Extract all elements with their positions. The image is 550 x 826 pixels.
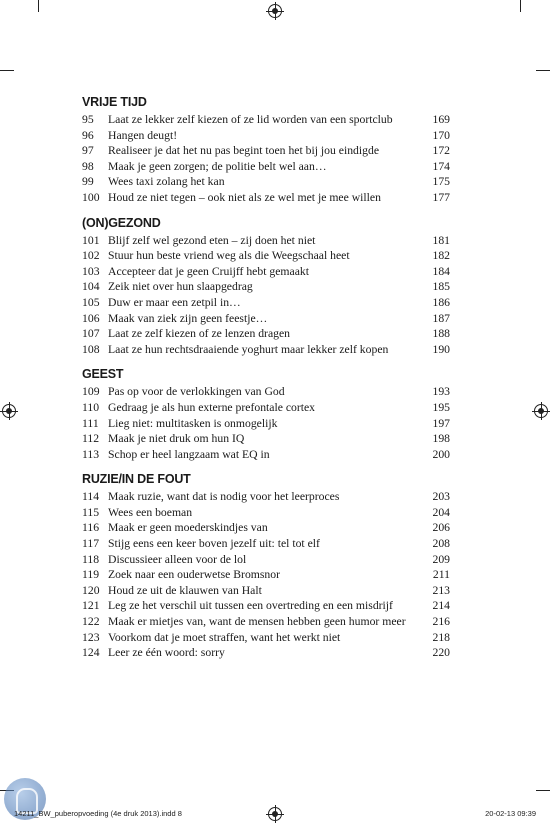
entry-page-number: 187 bbox=[432, 311, 450, 325]
entry-number: 103 bbox=[82, 264, 100, 278]
registration-mark-left bbox=[2, 404, 16, 418]
crop-mark-top-left-vertical bbox=[38, 0, 39, 12]
section-heading: VRIJE TIJD bbox=[82, 95, 147, 109]
entry-number: 95 bbox=[82, 113, 94, 126]
entry-page-number: 211 bbox=[432, 568, 450, 582]
entry-number: 101 bbox=[82, 233, 100, 247]
entry-page-number: 218 bbox=[432, 630, 450, 644]
entry-page-number: 216 bbox=[432, 615, 450, 629]
entry-page-number: 195 bbox=[432, 400, 450, 414]
entry-page-number: 177 bbox=[432, 190, 450, 204]
section-heading: GEEST bbox=[82, 367, 124, 382]
entry-number: 111 bbox=[82, 416, 99, 430]
entry-page-number: 169 bbox=[432, 113, 450, 126]
crop-mark-top-left bbox=[0, 70, 14, 71]
entry-page-number: 172 bbox=[432, 144, 450, 158]
entry-number: 112 bbox=[82, 432, 100, 446]
section-heading: (ON)GEZOND bbox=[82, 215, 161, 230]
registration-mark-right bbox=[534, 404, 548, 418]
toc-entry bbox=[82, 489, 450, 505]
entry-number: 123 bbox=[82, 630, 100, 644]
entry-title: Stuur hun beste vriend weg als die Weegschaal heet bbox=[108, 249, 350, 263]
entry-title: Duw er maar een zetpil in… bbox=[108, 295, 241, 309]
entry-title: Discussieer alleen voor de lol bbox=[108, 552, 247, 566]
entry-number: 119 bbox=[82, 568, 100, 582]
entry-number: 124 bbox=[82, 646, 100, 660]
entry-number: 106 bbox=[82, 311, 100, 325]
toc-section bbox=[82, 94, 450, 206]
toc-entry bbox=[82, 520, 450, 536]
table-of-contents bbox=[82, 94, 450, 670]
entry-number: 99 bbox=[82, 175, 94, 189]
entry-number: 113 bbox=[82, 447, 100, 461]
entry-number: 97 bbox=[82, 144, 94, 158]
toc-entry bbox=[82, 431, 450, 447]
toc-entry bbox=[82, 400, 450, 416]
indd-filename: 14211_BW_puberopvoeding (4e druk 2013).indd 8 bbox=[14, 809, 182, 818]
print-slug bbox=[0, 807, 550, 821]
entry-title: Houd ze uit de klauwen van Halt bbox=[108, 583, 262, 597]
toc-entry bbox=[82, 614, 450, 630]
entry-page-number: 185 bbox=[432, 280, 450, 294]
toc-entry bbox=[82, 384, 450, 400]
entry-title: Maak er geen moederskindjes van bbox=[108, 521, 268, 535]
entry-page-number: 181 bbox=[432, 233, 450, 247]
entry-title: Gedraag je als hun externe prefontale cortex bbox=[108, 400, 316, 414]
toc-entry bbox=[82, 248, 450, 264]
entry-title: Accepteer dat je geen Cruijff hebt gemaakt bbox=[108, 264, 309, 278]
entry-title: Hangen deugt! bbox=[108, 128, 178, 142]
section-heading: RUZIE/IN DE FOUT bbox=[82, 472, 191, 487]
toc-entry bbox=[82, 583, 450, 599]
entry-title: Leer ze één woord: sorry bbox=[108, 646, 225, 660]
entry-number: 96 bbox=[82, 128, 94, 142]
entry-page-number: 198 bbox=[432, 432, 450, 446]
entry-title: Maak je niet druk om hun IQ bbox=[108, 432, 245, 446]
toc-section bbox=[82, 366, 450, 462]
entry-title: Leg ze het verschil uit tussen een overtreding en een misdrijf bbox=[108, 599, 393, 613]
entry-title: Maak ruzie, want dat is nodig voor het leerproces bbox=[108, 490, 340, 504]
toc-entry bbox=[82, 311, 450, 327]
entry-page-number: 174 bbox=[432, 159, 450, 173]
entry-page-number: 203 bbox=[432, 490, 450, 504]
entry-title: Stijg eens een keer boven jezelf uit: tel tot elf bbox=[108, 537, 320, 551]
entry-number: 115 bbox=[82, 505, 100, 519]
entry-title: Wees een boeman bbox=[108, 505, 193, 519]
entry-page-number: 186 bbox=[432, 295, 450, 309]
entry-title: Maak er mietjes van, want de mensen hebben geen humor meer bbox=[108, 615, 406, 629]
toc-entry bbox=[82, 264, 450, 280]
toc-entry bbox=[82, 447, 450, 463]
entry-page-number: 188 bbox=[432, 327, 450, 341]
entry-number: 122 bbox=[82, 615, 100, 629]
entry-title: Pas op voor de verlokkingen van God bbox=[108, 385, 285, 399]
entry-title: Lieg niet: multitasken is onmogelijk bbox=[108, 416, 278, 430]
entry-page-number: 170 bbox=[432, 128, 450, 142]
toc-entry bbox=[82, 233, 450, 249]
entry-number: 121 bbox=[82, 599, 100, 613]
entry-number: 114 bbox=[82, 490, 100, 504]
entry-title: Schop er heel langzaam wat EQ in bbox=[108, 447, 270, 461]
entry-title: Realiseer je dat het nu pas begint toen het bij jou eindigde bbox=[108, 144, 380, 158]
crop-mark-top-right-vertical bbox=[520, 0, 521, 12]
registration-mark-top bbox=[268, 4, 282, 18]
entry-page-number: 204 bbox=[432, 505, 450, 519]
entry-number: 110 bbox=[82, 400, 100, 414]
entry-page-number: 190 bbox=[432, 342, 450, 356]
entry-page-number: 213 bbox=[432, 583, 450, 597]
entry-title: Maak van ziek zijn geen feestje… bbox=[108, 311, 268, 325]
entry-page-number: 208 bbox=[432, 537, 450, 551]
entry-number: 98 bbox=[82, 159, 94, 173]
entry-page-number: 197 bbox=[432, 416, 450, 430]
toc-entry bbox=[82, 143, 450, 159]
entry-number: 100 bbox=[82, 190, 100, 204]
toc-entry bbox=[82, 279, 450, 295]
toc-section bbox=[82, 471, 450, 661]
entry-title: Laat ze lekker zelf kiezen of ze lid worden van een sportclub bbox=[108, 113, 393, 126]
toc-entry bbox=[82, 505, 450, 521]
entry-page-number: 214 bbox=[432, 599, 450, 613]
entry-number: 105 bbox=[82, 295, 100, 309]
entry-title: Laat ze zelf kiezen of ze lenzen dragen bbox=[108, 327, 291, 341]
entry-number: 117 bbox=[82, 537, 100, 551]
crop-mark-top-right bbox=[536, 70, 550, 71]
toc-entry bbox=[82, 342, 450, 358]
toc-entry bbox=[82, 630, 450, 646]
entry-number: 116 bbox=[82, 521, 100, 535]
crop-mark-bottom-right bbox=[536, 790, 550, 791]
entry-page-number: 209 bbox=[432, 552, 450, 566]
entry-number: 109 bbox=[82, 385, 100, 399]
entry-page-number: 175 bbox=[432, 175, 450, 189]
print-datetime: 20-02-13 09:39 bbox=[485, 809, 536, 818]
entry-page-number: 200 bbox=[432, 447, 450, 461]
toc-entry bbox=[82, 416, 450, 432]
toc-entry bbox=[82, 112, 450, 128]
toc-entry bbox=[82, 128, 450, 144]
entry-title: Laat ze hun rechtsdraaiende yoghurt maar lekker zelf kopen bbox=[108, 342, 389, 356]
toc-entry bbox=[82, 567, 450, 583]
entry-title: Houd ze niet tegen – ook niet als ze wel met je mee willen bbox=[108, 190, 381, 204]
toc-entry bbox=[82, 295, 450, 311]
entry-number: 102 bbox=[82, 249, 100, 263]
entry-page-number: 182 bbox=[432, 249, 450, 263]
toc-entry bbox=[82, 536, 450, 552]
entry-number: 107 bbox=[82, 327, 100, 341]
entry-page-number: 220 bbox=[432, 646, 450, 660]
toc-entry bbox=[82, 552, 450, 568]
entry-title: Zeik niet over hun slaapgedrag bbox=[108, 280, 253, 294]
toc-entry bbox=[82, 598, 450, 614]
toc-entry bbox=[82, 326, 450, 342]
toc-section bbox=[82, 215, 450, 358]
entry-page-number: 193 bbox=[432, 385, 450, 399]
entry-page-number: 206 bbox=[432, 521, 450, 535]
entry-title: Zoek naar een ouderwetse Bromsnor bbox=[108, 568, 281, 582]
toc-entry bbox=[82, 159, 450, 175]
toc-entry bbox=[82, 190, 450, 206]
entry-number: 118 bbox=[82, 552, 100, 566]
entry-number: 104 bbox=[82, 280, 100, 294]
entry-title: Maak je geen zorgen; de politie belt wel aan… bbox=[108, 159, 327, 173]
entry-title: Wees taxi zolang het kan bbox=[108, 175, 225, 189]
entry-number: 120 bbox=[82, 583, 100, 597]
entry-page-number: 184 bbox=[432, 264, 450, 278]
toc-entry bbox=[82, 174, 450, 190]
toc-entry bbox=[82, 645, 450, 661]
entry-title: Voorkom dat je moet straffen, want het werkt niet bbox=[108, 630, 341, 644]
entry-title: Blijf zelf wel gezond eten – zij doen het niet bbox=[108, 233, 316, 247]
entry-number: 108 bbox=[82, 342, 100, 356]
